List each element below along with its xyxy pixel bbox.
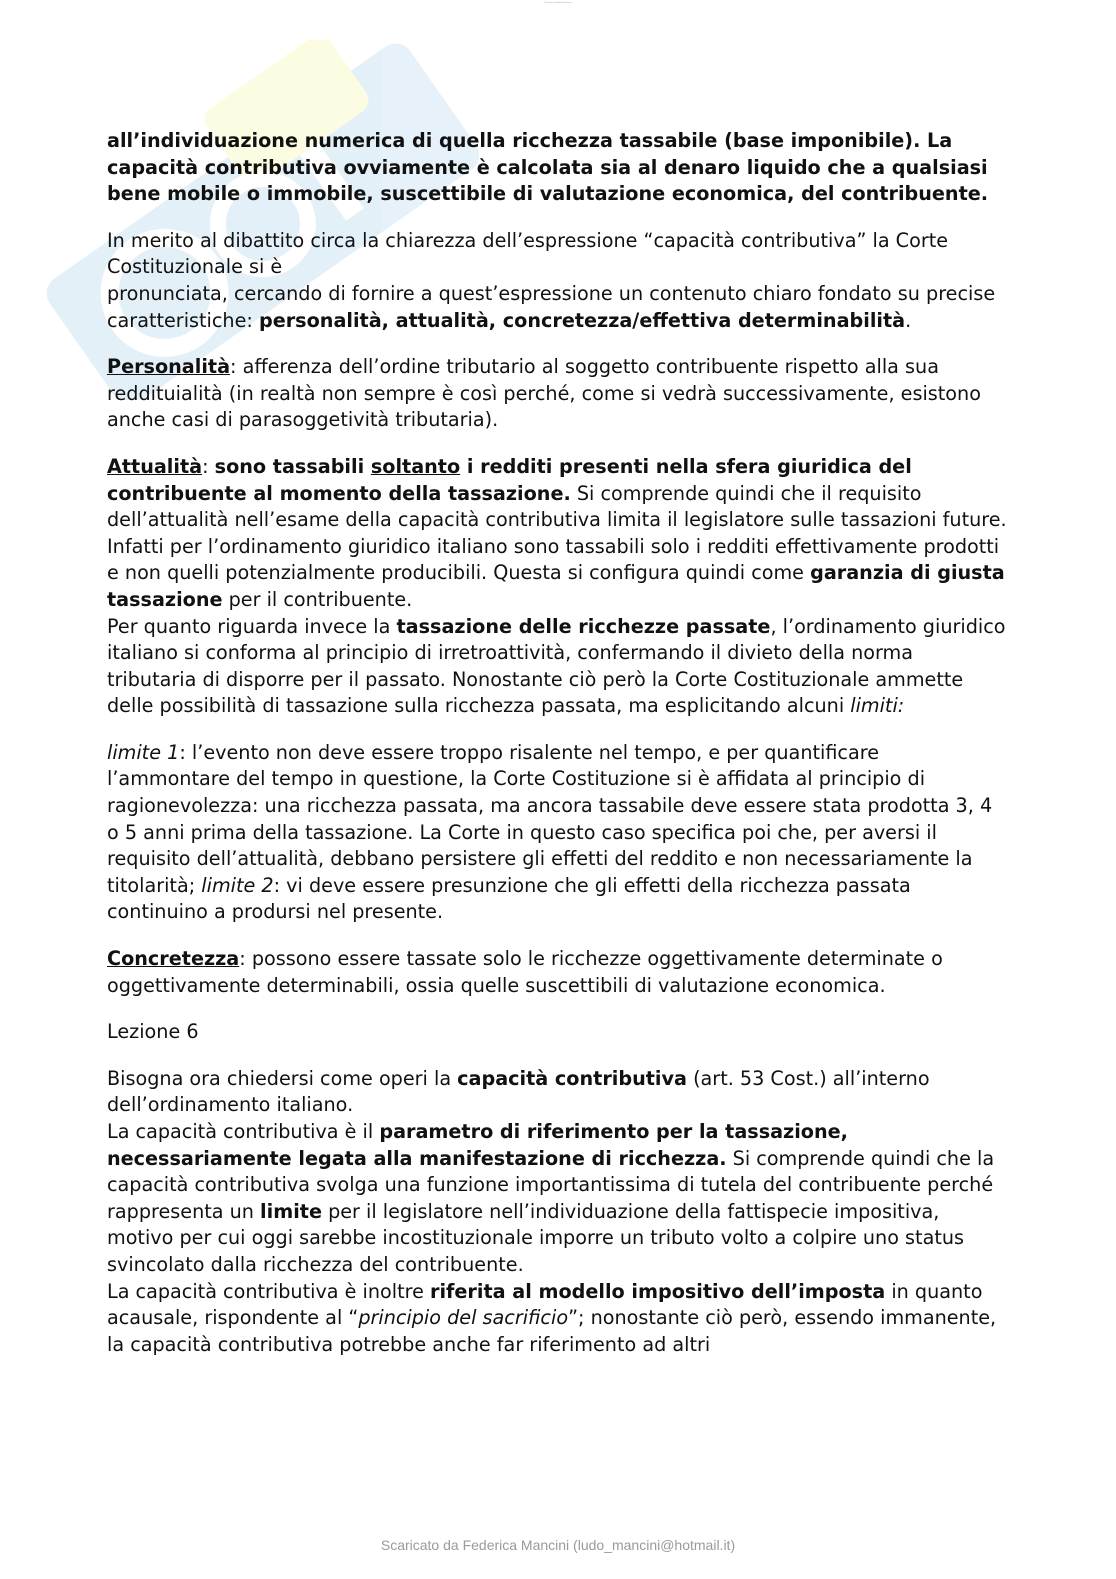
separator: : <box>202 454 215 478</box>
bold-text: capacità contributiva <box>457 1066 687 1090</box>
term-concretezza: Concretezza <box>107 947 240 971</box>
text-end: . <box>905 308 912 332</box>
paragraph-attualita <box>107 454 1007 614</box>
paragraph-concretezza <box>107 946 1007 999</box>
term-personalita: Personalità <box>107 355 231 379</box>
body-text: Si comprende quindi che la capacità contributiva svolga una funzione importantissima di tutela del contribuente perché rappresenta un <box>107 1146 995 1223</box>
body-text: (art. 53 Cost.) all’interno dell’ordinamento italiano. <box>107 1066 930 1117</box>
definition-text: : possono essere tassate solo le ricchezze oggettivamente determinate o oggettivamente determinabili, ossia quelle suscettibili di valutazione economica. <box>107 947 943 997</box>
paragraph-capacita-2 <box>107 1119 1007 1279</box>
body-text: La capacità contributiva è inoltre <box>107 1279 431 1303</box>
body-text: ”; nonostante ciò però, essendo immanente, la capacità contributiva potrebbe anche far riferimento ad altri <box>107 1306 997 1356</box>
bold-text: garanzia di giusta tassazione <box>107 561 1005 611</box>
paragraph-bold-text: all’individuazione numerica di quella ricchezza tassabile (base imponibile). La capacità contributiva ovviamente è calcolata sia al denaro liquido che a qualsiasi bene mobile o immobile, suscettibile di valutazione economica, del contribuente. <box>107 129 989 206</box>
body-text: : l’evento non deve essere troppo risalente nel tempo, e per quantificare l’ammontare del tempo in questione, la Corte Costituzione si è affidata al principio di ragionevolezza: una ricchezza passata, ma ancora tassabile deve essere stata prodotta 3, 4 o 5 anni prima della tassazione. La Corte in questo caso specifica poi che, per aversi il requisito dell’attualità, debbano persistere gli effetti del reddito e non necessariamente la titolarità; <box>107 740 993 897</box>
body-text: : vi deve essere presunzione che gli effetti della ricchezza passata continuino a prodursi nel presente. <box>107 873 911 924</box>
paragraph-capacita-3 <box>107 1279 1007 1359</box>
body-text: Bisogna ora chiedersi come operi la <box>107 1066 458 1090</box>
paragraph-personalita <box>107 354 1007 434</box>
paragraph-ricchezze-passate <box>107 614 1007 720</box>
bold-underlined-text: soltanto <box>370 454 461 478</box>
italic-limite-1: limite 1 <box>107 740 180 764</box>
bold-text: sono tassabili <box>214 454 371 478</box>
bold-text: riferita al modello impositivo dell’imposta <box>430 1279 886 1303</box>
term-attualita: Attualità <box>107 454 203 478</box>
body-text: , l’ordinamento giuridico italiano si conforma al principio di irretroattività, confermando il divieto della norma tributaria di disporre per il passato. Nonostante ciò però la Corte Costituzionale ammette delle possibilità di tassazione sulla ricchezza passata, ma esplicitando alcuni <box>107 614 1006 718</box>
download-footer: Scaricato da Federica Mancini (ludo_mancini@hotmail.it) <box>380 1537 736 1553</box>
paragraph-dibattito <box>107 228 1007 334</box>
bold-characteristics: personalità, attualità, concretezza/effettiva determinabilità <box>258 308 906 332</box>
body-text: per il contribuente. <box>222 587 413 611</box>
bold-text: tassazione delle ricchezze passate <box>396 614 771 638</box>
document-body <box>107 128 1007 1358</box>
body-text: Per quanto riguarda invece la <box>107 614 397 638</box>
body-text: La capacità contributiva è il <box>107 1120 380 1143</box>
italic-text: principio del sacrificio <box>358 1306 569 1330</box>
text-line: pronunciata, cercando di fornire a quest’espressione un contenuto chiaro fondato su precise caratteristiche: <box>107 281 996 332</box>
lesson-heading: Lezione 6 <box>107 1020 199 1044</box>
definition-text: : afferenza dell’ordine tributario al soggetto contribuente rispetto alla sua reddituialità (in realtà non sempre è così perché, come si vedrà successivamente, esistono anche casi di parasoggetività tributaria). <box>107 355 981 432</box>
top-mark: Scaricato da Federica Mancini <box>544 2 572 4</box>
bold-text: i redditi presenti nella sfera giuridica del contribuente al momento della tassazione. <box>107 454 912 505</box>
bold-text: parametro di riferimento per la tassazione, necessariamente legata alla manifestazione di ricchezza. <box>107 1120 848 1170</box>
text-line: In merito al dibattito circa la chiarezza dell’espressione “capacità contributiva” la Corte Costituzionale si è <box>107 228 949 279</box>
paragraph-limiti <box>107 740 1007 926</box>
italic-limite-2: limite 2 <box>201 873 274 897</box>
body-text: Si comprende quindi che il requisito dell’attualità nell’esame della capacità contributiva limita il legislatore sulle tassazioni future. Infatti per l’ordinamento giuridico italiano sono tassabili solo i redditi effettivamente prodotti e non quelli potenzialmente producibili. Questa si configura quindi come <box>107 481 1007 585</box>
paragraph-base-imponibile <box>107 128 1007 208</box>
body-text: per il legislatore nell’individuazione della fattispecie impositiva, motivo per cui oggi sarebbe incostituzionale imporre un tributo volto a colpire uno status svincolato dalla ricchezza del contribuente. <box>107 1199 965 1276</box>
bold-text: limite <box>260 1199 322 1223</box>
paragraph-capacita-1 <box>107 1066 1007 1119</box>
body-text: in quanto acausale, rispondente al “ <box>107 1279 983 1330</box>
italic-text: limiti: <box>850 694 905 718</box>
